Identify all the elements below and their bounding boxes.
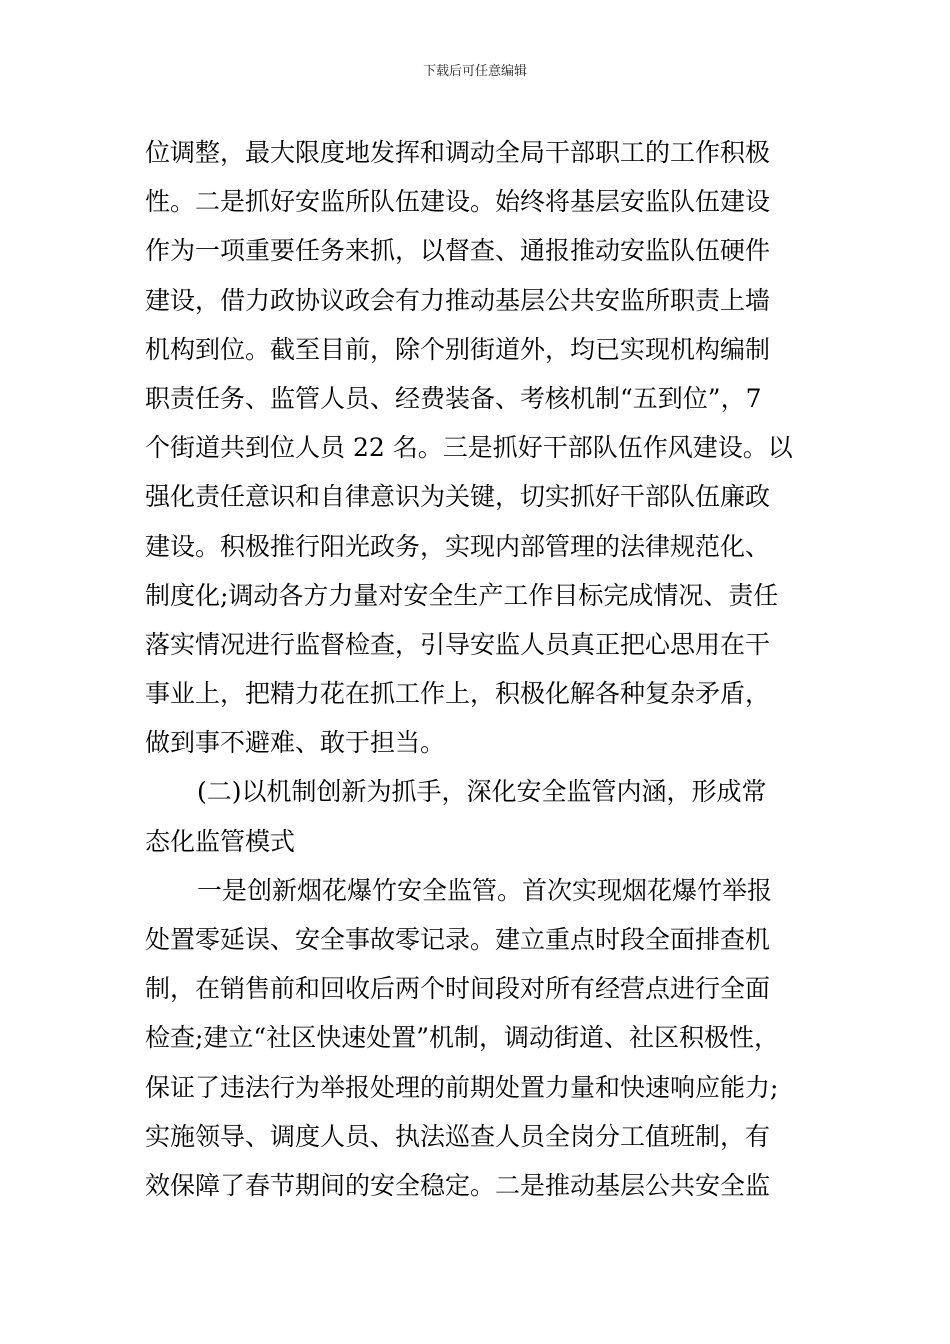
text-line: 一是创新烟花爆竹安全监管。首次实现烟花爆竹举报 bbox=[197, 875, 773, 905]
text-line: 检查;建立“社区快速处置”机制，调动街道、社区积极性， bbox=[145, 1023, 779, 1053]
text-line: 强化责任意识和自律意识为关键，切实抓好干部队伍廉政 bbox=[145, 482, 771, 512]
header-note: 下载后可任意编辑 bbox=[422, 64, 527, 79]
text-line: 制，在销售前和回收后两个时间段对所有经营点进行全面 bbox=[145, 974, 771, 1004]
text-line: 个街道共到位人员 22 名。三是抓好干部队伍作风建设。以 bbox=[145, 433, 793, 463]
text-line: 实施领导、调度人员、执法巡查人员全岗分工值班制，有 bbox=[145, 1121, 771, 1151]
text-line: 作为一项重要任务来抓，以督查、通报推动安监队伍硬件 bbox=[145, 236, 771, 266]
text-line: 制度化;调动各方力量对安全生产工作目标完成情况、责任 bbox=[145, 580, 779, 610]
text-line: 效保障了春节期间的安全稳定。二是推动基层公共安全监 bbox=[145, 1170, 771, 1200]
text-line: 保证了违法行为举报处理的前期处置力量和快速响应能力; bbox=[145, 1072, 779, 1102]
section-heading-line: 态化监管模式 bbox=[145, 826, 296, 856]
text-line: 性。二是抓好安监所队伍建设。始终将基层安监队伍建设 bbox=[145, 187, 771, 217]
text-line: 建设，借力政协议政会有力推动基层公共安监所职责上墙 bbox=[145, 285, 771, 315]
body-text bbox=[145, 128, 815, 1210]
text-line: 处置零延误、安全事故零记录。建立重点时段全面排查机 bbox=[145, 925, 771, 954]
text-line: 职责任务、监管人员、经费装备、考核机制“五到位”，7 bbox=[145, 383, 762, 413]
text-line: 落实情况进行监督检查，引导安监人员真正把心思用在干 bbox=[145, 629, 771, 659]
text-line: 建设。积极推行阳光政务，实现内部管理的法律规范化、 bbox=[145, 531, 771, 561]
text-line: 机构到位。截至目前，除个别街道外，均已实现机构编制 bbox=[145, 334, 771, 364]
section-heading-line: (二)以机制创新为抓手，深化安全监管内涵，形成常 bbox=[197, 777, 767, 807]
text-line: 事业上，把精力花在抓工作上，积极化解各种复杂矛盾， bbox=[145, 679, 771, 709]
text-line: 位调整，最大限度地发挥和调动全局干部职工的工作积极 bbox=[145, 138, 771, 167]
text-line: 做到事不避难、敢于担当。 bbox=[145, 728, 446, 758]
